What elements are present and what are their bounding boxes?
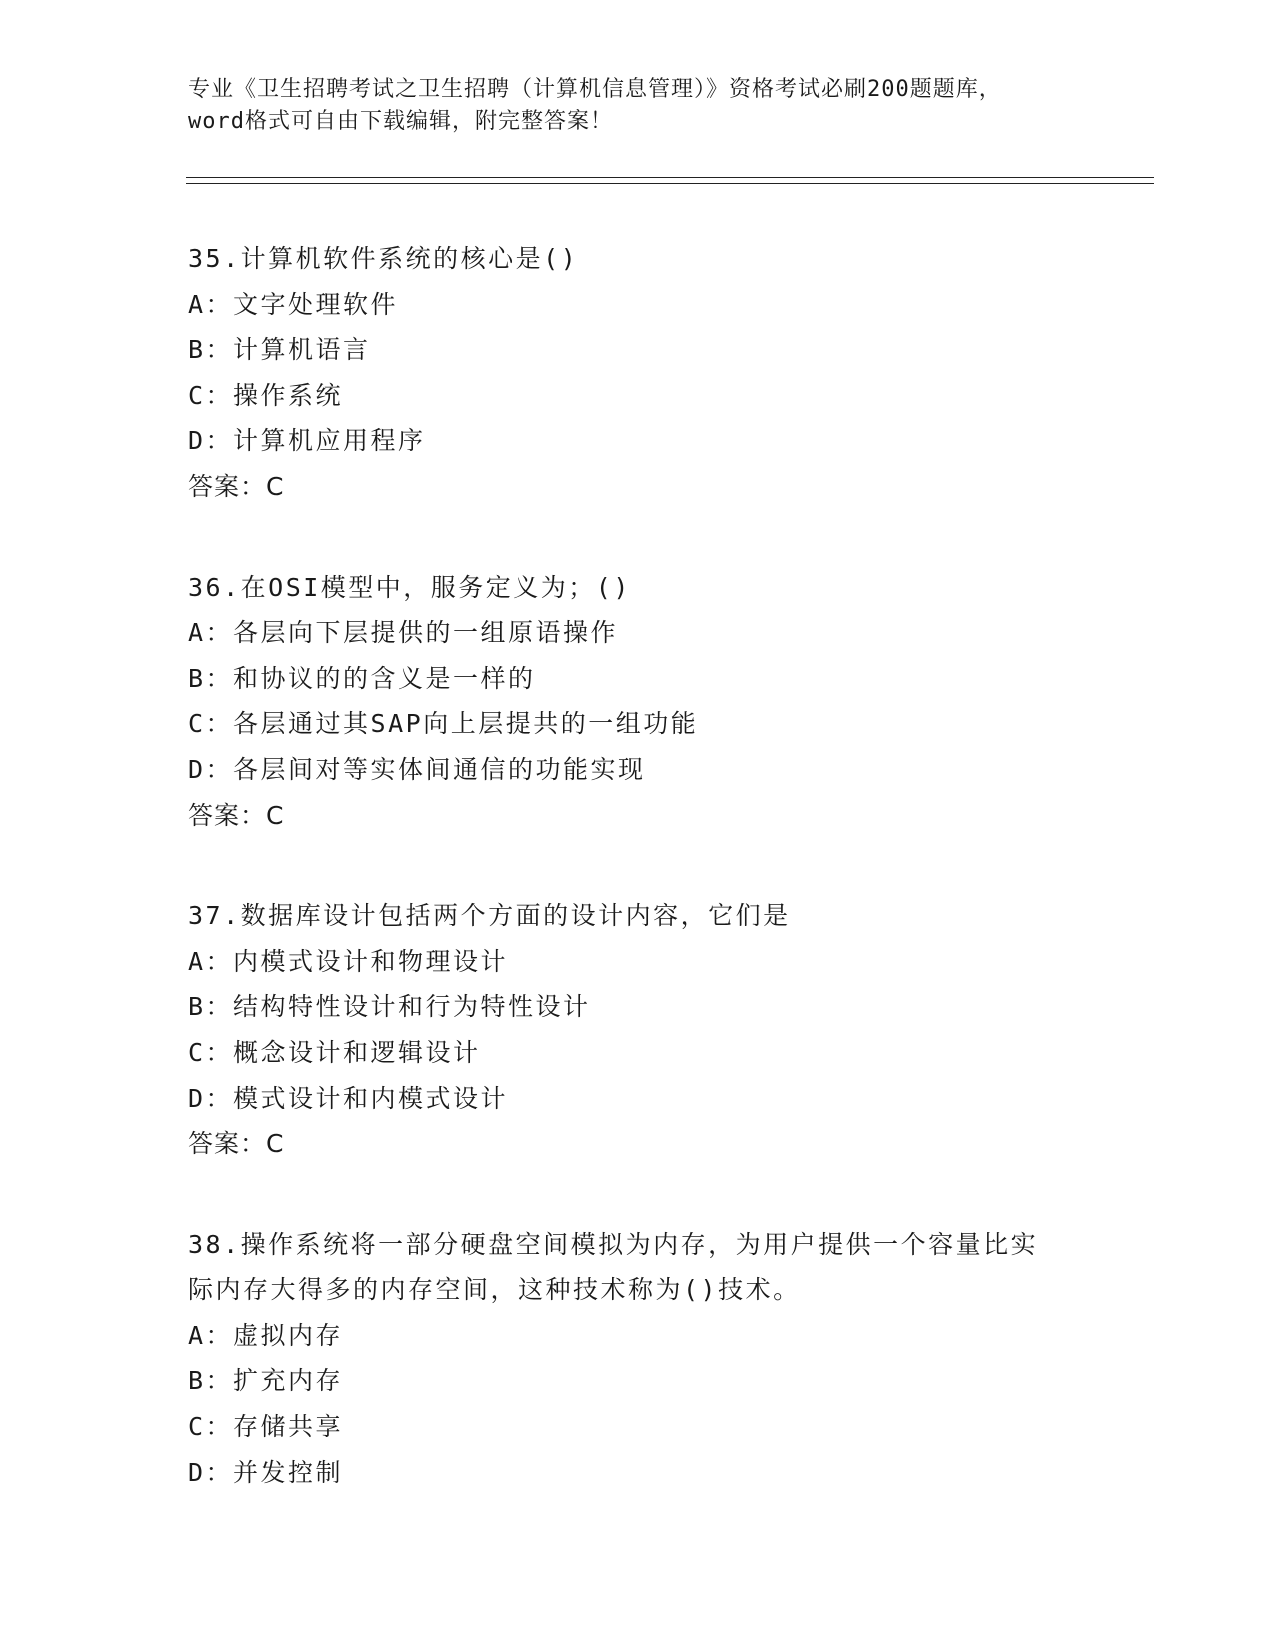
header-rule-bottom (186, 183, 1154, 184)
question-stem: 37.数据库设计包括两个方面的设计内容，它们是 (188, 901, 791, 931)
option-a: A：内模式设计和物理设计 (188, 946, 509, 976)
question-38 (188, 1222, 1148, 1496)
option-b: B：扩充内存 (188, 1366, 344, 1396)
option-c: C：操作系统 (188, 380, 344, 410)
question-37 (188, 893, 1148, 1167)
question-stem: 36.在OSI模型中，服务定义为；() (188, 572, 631, 602)
question-35 (188, 236, 1148, 510)
question-stem-continued: 际内存大得多的内存空间，这种技术称为()技术。 (188, 1275, 801, 1305)
option-b: B：结构特性设计和行为特性设计 (188, 992, 591, 1022)
option-c: C：概念设计和逻辑设计 (188, 1037, 481, 1067)
option-d: D：并发控制 (188, 1457, 344, 1487)
header-line-2: word格式可自由下载编辑，附完整答案！ (188, 109, 613, 134)
question-36 (188, 565, 1148, 839)
header-rule-top (186, 177, 1154, 178)
option-b: B：和协议的的含义是一样的 (188, 663, 536, 693)
question-stem: 38.操作系统将一部分硬盘空间模拟为内存，为用户提供一个容量比实 (188, 1229, 1039, 1259)
option-c: C：各层通过其SAP向上层提共的一组功能 (188, 709, 699, 739)
question-stem: 35.计算机软件系统的核心是() (188, 244, 579, 273)
question-list (188, 236, 1148, 1550)
option-b: B：计算机语言 (188, 335, 371, 365)
option-d: D：模式设计和内模式设计 (188, 1083, 509, 1113)
answer-line: 答案：C (188, 800, 285, 830)
answer-line: 答案：C (188, 471, 285, 501)
document-header (188, 74, 1088, 138)
option-a: A：文字处理软件 (188, 289, 399, 319)
option-a: A：各层向下层提供的一组原语操作 (188, 618, 619, 648)
option-c: C：存储共享 (188, 1412, 344, 1442)
header-line-1: 专业《卫生招聘考试之卫生招聘（计算机信息管理）》资格考试必刷200题题库， (188, 77, 1002, 102)
option-d: D：计算机应用程序 (188, 426, 426, 456)
option-a: A：虚拟内存 (188, 1320, 344, 1350)
option-d: D：各层间对等实体间通信的功能实现 (188, 754, 646, 784)
answer-line: 答案：C (188, 1129, 285, 1159)
